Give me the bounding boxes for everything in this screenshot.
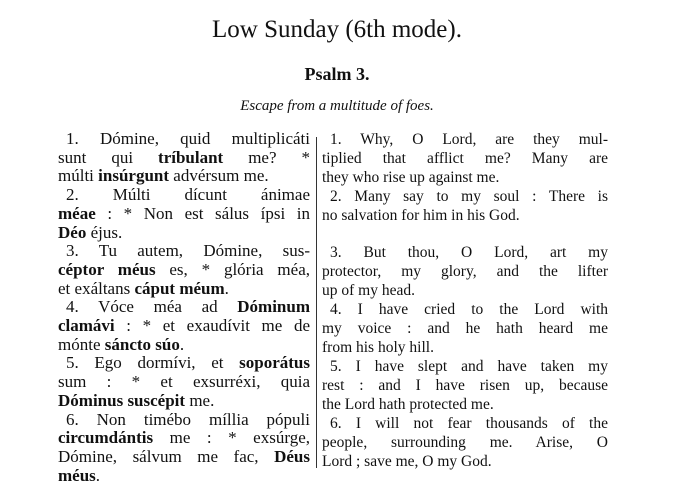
- english-line: no salvation for him in his God.: [322, 207, 520, 224]
- bold-text: soporátus: [239, 353, 310, 373]
- text-run: 1. Dómine, quid multiplicáti: [66, 129, 310, 148]
- bold-text: méum: [175, 278, 225, 298]
- bold-text: circumdántis: [58, 428, 154, 448]
- bold-text: súo: [151, 334, 180, 354]
- latin-verse: [58, 411, 310, 485]
- text-run: .: [179, 334, 185, 354]
- bold-text: méus: [58, 465, 96, 485]
- latin-line: [58, 317, 310, 336]
- english-verse: [322, 243, 608, 300]
- bold-text: Dóminus: [58, 390, 124, 410]
- latin-line: [58, 411, 310, 430]
- bold-text: tríbulant: [158, 147, 224, 167]
- latin-line: [58, 186, 310, 205]
- latin-verse: [58, 186, 310, 242]
- psalm-heading: Psalm 3.: [304, 64, 370, 84]
- text-run: 2. Múlti dícunt ánimae: [66, 185, 310, 205]
- bold-text: insúrgunt: [98, 166, 170, 186]
- english-verse: [322, 300, 608, 357]
- latin-line: [58, 149, 310, 168]
- english-line: 2. Many say to my soul : There is: [330, 188, 608, 205]
- text-run: .: [224, 278, 229, 298]
- text-run: .: [95, 465, 101, 485]
- text-run: me.: [239, 166, 269, 186]
- column-divider: [316, 137, 317, 468]
- text-run: et exáltans: [58, 278, 135, 298]
- verse-spacer: [322, 225, 608, 243]
- english-column: [322, 130, 608, 471]
- text-run: me.: [185, 390, 215, 410]
- text-run: mónte: [58, 334, 105, 354]
- english-line: people, surrounding me. Arise, O: [322, 434, 608, 451]
- latin-column: [58, 130, 310, 485]
- page-title: Low Sunday (6th mode).: [212, 16, 462, 43]
- bold-text: cáput: [134, 278, 176, 298]
- english-line: 6. I will not fear thousands of the: [330, 415, 608, 432]
- english-line: rest : and I have risen up, because: [322, 377, 608, 394]
- text-run: me : * exsúrge,: [153, 428, 310, 448]
- latin-verse: [58, 242, 310, 298]
- text-run: : * et exaudívit me de: [114, 316, 310, 336]
- english-line: my voice : and he hath heard me: [322, 320, 608, 337]
- latin-line: [58, 167, 310, 186]
- text-run: Dómine, sálvum me fac,: [58, 446, 275, 466]
- bold-text: suscépit: [123, 390, 186, 410]
- english-verse: [322, 187, 608, 225]
- latin-verse: [58, 354, 310, 410]
- text-run: sum : * et exsurréxi, quia: [58, 372, 310, 392]
- english-verse: [322, 414, 608, 471]
- text-run: es, * glória méa,: [155, 259, 310, 279]
- text-run: 4. Vóce méa ad: [66, 297, 238, 317]
- bold-text: céptor: [58, 259, 104, 279]
- text-run: éjus.: [86, 222, 123, 242]
- latin-line: [58, 354, 310, 373]
- latin-verse: [58, 130, 310, 186]
- latin-line: [58, 261, 310, 280]
- english-line: Lord ; save me, O my God.: [322, 453, 492, 470]
- bold-text: Déo: [58, 222, 87, 242]
- latin-line: [58, 280, 310, 299]
- english-line: they who rise up against me.: [322, 169, 500, 186]
- psalm-subtitle: Escape from a multitude of foes.: [240, 98, 434, 114]
- latin-line: [58, 429, 310, 448]
- text-run: : * Non est sálus ípsi in: [95, 203, 310, 223]
- english-line: protector, my glory, and the lifter: [322, 263, 608, 280]
- english-line: tiplied that afflict me? Many are: [322, 150, 608, 167]
- latin-line: [58, 392, 310, 411]
- text-run: sunt qui: [58, 147, 159, 167]
- latin-verse: [58, 298, 310, 354]
- english-line: the Lord hath protected me.: [322, 396, 494, 413]
- latin-line: [58, 373, 310, 392]
- latin-line: [58, 298, 310, 317]
- text-run: 6. Non timébo míllia pópuli: [66, 409, 310, 429]
- english-line: 4. I have cried to the Lord with: [330, 301, 608, 318]
- latin-line: [58, 130, 310, 149]
- text-run: múlti: [58, 166, 99, 186]
- english-line: 1. Why, O Lord, are they mul-: [330, 131, 608, 148]
- text-run: 3. Tu autem, Dómine, sus-: [66, 241, 310, 261]
- text-run: 5. Ego dormívi, et: [66, 353, 240, 373]
- english-line: from his holy hill.: [322, 339, 434, 356]
- bold-text: méae: [58, 203, 96, 223]
- latin-line: [58, 336, 310, 355]
- latin-line: [58, 242, 310, 261]
- bold-text: Dóminum: [237, 297, 310, 317]
- english-verse: [322, 130, 608, 187]
- text-run: advérsum: [169, 166, 240, 186]
- latin-line: [58, 467, 310, 485]
- english-line: 5. I have slept and have taken my: [330, 358, 608, 375]
- bold-text: Déus: [274, 446, 310, 466]
- english-line: 3. But thou, O Lord, art my: [330, 244, 608, 261]
- latin-line: [58, 205, 310, 224]
- english-line: up of my head.: [322, 282, 415, 299]
- text-run: me? *: [223, 147, 310, 167]
- bold-text: clamávi: [58, 316, 115, 336]
- english-verse: [322, 357, 608, 414]
- bold-text: sáncto: [104, 334, 152, 354]
- latin-line: [58, 448, 310, 467]
- bold-text: méus: [103, 259, 156, 279]
- latin-line: [58, 224, 310, 243]
